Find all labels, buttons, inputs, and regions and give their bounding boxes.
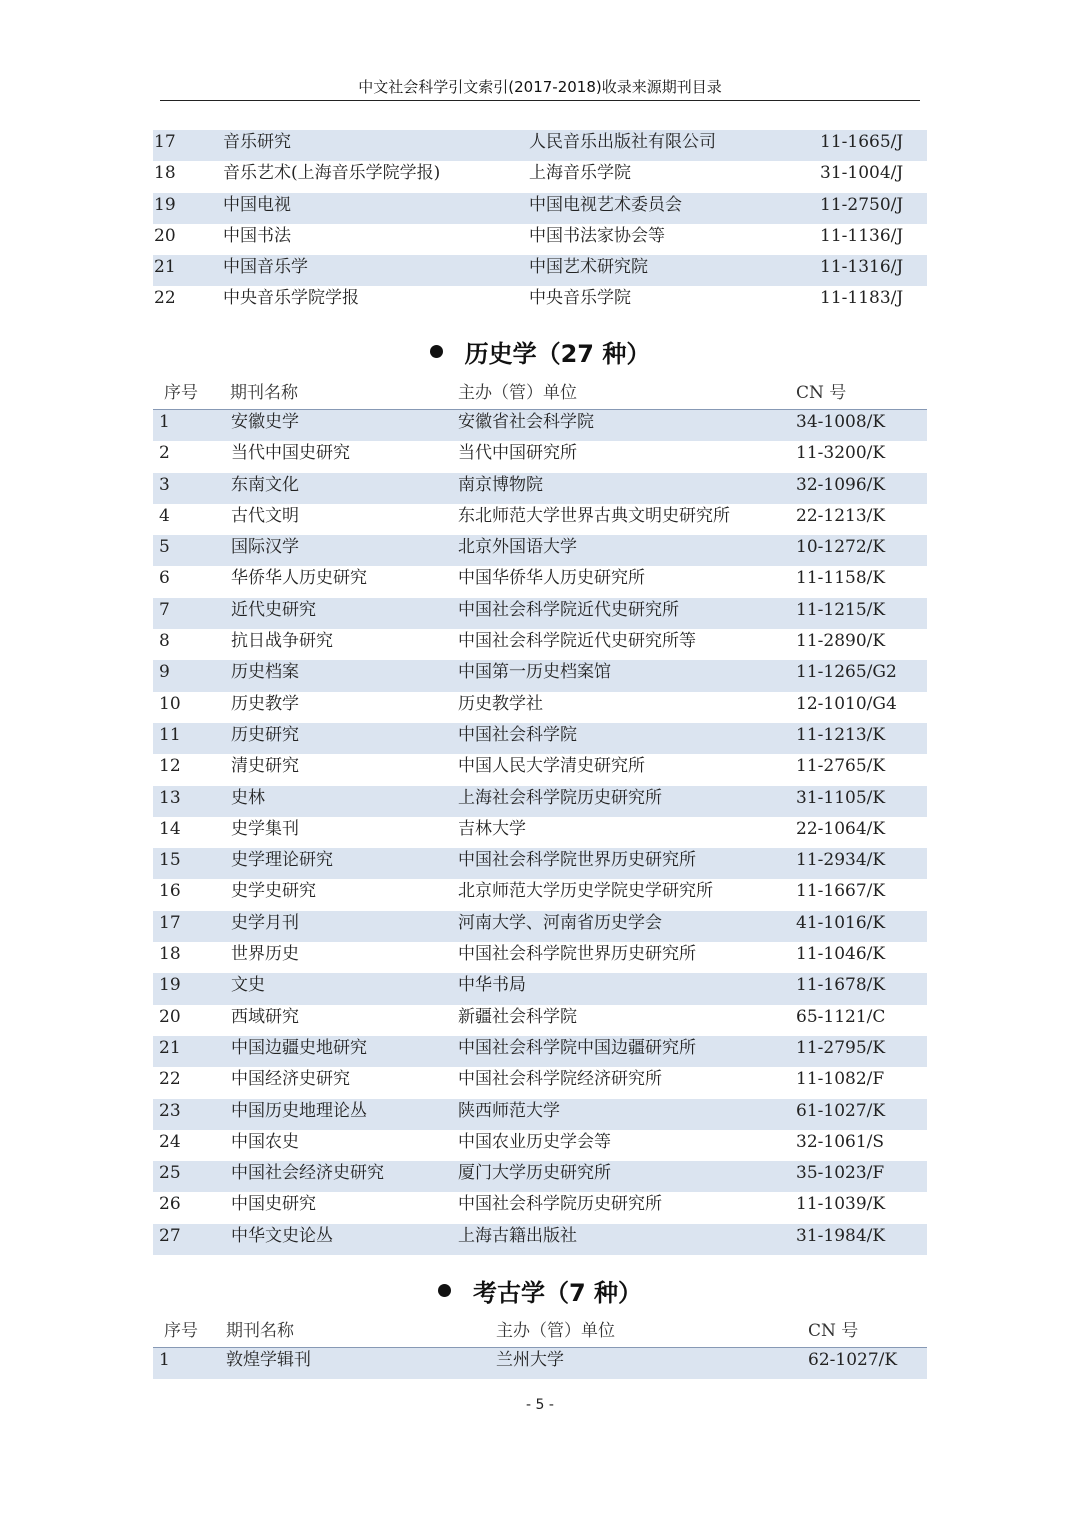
table-row — [153, 879, 927, 910]
cell-cn: 11-1136/J — [820, 225, 904, 246]
cell-cn: 11-2750/J — [820, 194, 904, 215]
cell-cn: 32-1061/S — [796, 1131, 885, 1152]
cell-sponsor: 中国社会科学院 — [458, 724, 577, 745]
history-section-label: 历史学（27 种） — [464, 340, 651, 368]
table-row — [153, 911, 927, 942]
cell-no: 16 — [159, 881, 181, 902]
cell-name: 中国音乐学 — [223, 257, 308, 278]
cell-name: 敦煌学辑刊 — [226, 1350, 311, 1370]
column-header-sponsor: 主办（管）单位 — [458, 383, 577, 403]
column-header-cn: CN 号 — [796, 383, 847, 403]
table-row — [153, 410, 927, 441]
archaeology-section-title — [153, 1273, 927, 1308]
cell-cn: 11-1316/J — [820, 257, 904, 278]
cell-no: 8 — [159, 631, 170, 652]
cell-no: 3 — [159, 474, 170, 495]
cell-no: 12 — [159, 756, 181, 777]
cell-sponsor: 河南大学、河南省历史学会 — [458, 912, 662, 933]
cell-no: 17 — [159, 912, 181, 933]
cell-no: 20 — [154, 225, 176, 246]
table-row — [153, 504, 927, 535]
cell-name: 音乐艺术(上海音乐学院学报) — [223, 163, 441, 184]
cell-no: 26 — [159, 1194, 181, 1215]
cell-name: 古代文明 — [231, 505, 299, 526]
cell-name: 历史档案 — [231, 662, 299, 683]
cell-name: 清史研究 — [231, 756, 299, 777]
table-row — [153, 1067, 927, 1098]
table-row — [153, 193, 927, 224]
archaeology-section-label: 考古学（7 种） — [472, 1279, 643, 1307]
page-header-title: 中文社会科学引文索引(2017-2018)收录来源期刊目录 — [358, 78, 722, 96]
cell-sponsor: 北京外国语大学 — [458, 537, 577, 558]
column-header-no: 序号 — [164, 1321, 198, 1341]
table-row — [153, 660, 927, 691]
cell-no: 6 — [159, 568, 170, 589]
cell-cn: 11-1667/K — [796, 881, 886, 902]
cell-cn: 11-2765/K — [796, 756, 886, 777]
cell-sponsor: 中国农业历史学会等 — [458, 1131, 611, 1152]
table-row — [153, 973, 927, 1004]
cell-sponsor: 中央音乐学院 — [529, 288, 631, 309]
cell-cn: 12-1010/G4 — [796, 693, 897, 714]
cell-sponsor: 中国社会科学院世界历史研究所 — [458, 944, 696, 965]
cell-cn: 11-1665/J — [820, 132, 904, 152]
cell-no: 2 — [159, 443, 170, 464]
cell-cn: 11-1265/G2 — [796, 662, 897, 683]
table-row — [153, 1348, 927, 1379]
column-header-no: 序号 — [164, 383, 198, 403]
cell-name: 中国边疆史地研究 — [231, 1037, 367, 1058]
cell-no: 19 — [154, 194, 176, 215]
cell-cn: 11-1678/K — [796, 975, 886, 996]
cell-name: 中国电视 — [223, 194, 291, 215]
cell-no: 7 — [159, 599, 170, 620]
table-row — [153, 566, 927, 597]
cell-name: 东南文化 — [231, 474, 299, 495]
column-header-sponsor: 主办（管）单位 — [496, 1321, 615, 1341]
cell-cn: 22-1213/K — [796, 505, 886, 526]
cell-sponsor: 厦门大学历史研究所 — [458, 1163, 611, 1184]
cell-sponsor: 历史教学社 — [458, 693, 543, 714]
cell-cn: 65-1121/C — [796, 1006, 886, 1027]
table-header-row — [153, 378, 927, 410]
cell-name: 世界历史 — [231, 944, 299, 965]
cell-no: 14 — [159, 818, 181, 839]
column-header-name: 期刊名称 — [226, 1321, 294, 1341]
cell-sponsor: 吉林大学 — [458, 818, 526, 839]
cell-name: 中国史研究 — [231, 1194, 316, 1215]
cell-no: 21 — [159, 1037, 181, 1058]
cell-sponsor: 中国电视艺术委员会 — [529, 194, 682, 215]
cell-sponsor: 中国社会科学院近代史研究所 — [458, 599, 679, 620]
cell-sponsor: 上海古籍出版社 — [458, 1225, 577, 1246]
cell-sponsor: 北京师范大学历史学院史学研究所 — [458, 881, 713, 902]
cell-no: 13 — [159, 787, 181, 808]
cell-cn: 11-1082/F — [796, 1069, 885, 1090]
table-row — [153, 817, 927, 848]
cell-name: 文史 — [231, 975, 265, 996]
cell-sponsor: 中国社会科学院中国边疆研究所 — [458, 1037, 696, 1058]
cell-name: 国际汉学 — [231, 537, 299, 558]
cell-no: 10 — [159, 693, 181, 714]
cell-no: 19 — [159, 975, 181, 996]
cell-sponsor: 东北师范大学世界古典文明史研究所 — [458, 505, 730, 526]
cell-sponsor: 安徽省社会科学院 — [458, 412, 594, 432]
table-row — [153, 255, 927, 286]
cell-no: 9 — [159, 662, 170, 683]
cell-no: 21 — [154, 257, 176, 278]
cell-no: 24 — [159, 1131, 181, 1152]
cell-cn: 11-1158/K — [796, 568, 886, 589]
table-row — [153, 754, 927, 785]
cell-name: 史学史研究 — [231, 881, 316, 902]
cell-sponsor: 中国社会科学院近代史研究所等 — [458, 631, 696, 652]
cell-cn: 32-1096/K — [796, 474, 886, 495]
cell-sponsor: 中国华侨华人历史研究所 — [458, 568, 645, 589]
cell-no: 4 — [159, 505, 170, 526]
cell-no: 17 — [154, 132, 176, 152]
cell-cn: 11-3200/K — [796, 443, 886, 464]
cell-name: 史学月刊 — [231, 912, 299, 933]
header-divider — [160, 100, 920, 101]
table-row — [153, 441, 927, 472]
cell-cn: 22-1064/K — [796, 818, 886, 839]
cell-name: 史学理论研究 — [231, 850, 333, 871]
cell-sponsor: 中国艺术研究院 — [529, 257, 648, 278]
cell-sponsor: 中国社会科学院经济研究所 — [458, 1069, 662, 1090]
column-header-cn: CN 号 — [808, 1321, 859, 1341]
table-row — [153, 1192, 927, 1223]
cell-name: 中华文史论丛 — [231, 1225, 333, 1246]
table-row — [153, 286, 927, 317]
cell-name: 历史教学 — [231, 693, 299, 714]
archaeology-journal-table — [153, 1316, 927, 1379]
cell-sponsor: 中国社会科学院世界历史研究所 — [458, 850, 696, 871]
table-row — [153, 786, 927, 817]
cell-cn: 11-2795/K — [796, 1037, 886, 1058]
cell-sponsor: 中国第一历史档案馆 — [458, 662, 611, 683]
table-row — [153, 130, 927, 161]
cell-name: 史学集刊 — [231, 818, 299, 839]
cell-cn: 11-1183/J — [820, 288, 904, 309]
cell-no: 11 — [159, 724, 181, 745]
table-row — [153, 1036, 927, 1067]
cell-no: 1 — [159, 1350, 170, 1370]
cell-name: 音乐研究 — [223, 132, 291, 152]
cell-sponsor: 兰州大学 — [496, 1350, 564, 1370]
cell-no: 18 — [159, 944, 181, 965]
cell-no: 27 — [159, 1225, 181, 1246]
cell-cn: 11-1215/K — [796, 599, 886, 620]
cell-name: 华侨华人历史研究 — [231, 568, 367, 589]
cell-name: 西域研究 — [231, 1006, 299, 1027]
cell-sponsor: 中国人民大学清史研究所 — [458, 756, 645, 777]
cell-cn: 34-1008/K — [796, 412, 886, 432]
cell-name: 中国书法 — [223, 225, 291, 246]
cell-name: 中国历史地理论丛 — [231, 1100, 367, 1121]
table-row — [153, 1130, 927, 1161]
history-section-title — [153, 334, 927, 369]
cell-sponsor: 中国社会科学院历史研究所 — [458, 1194, 662, 1215]
cell-no: 22 — [159, 1069, 181, 1090]
cell-no: 23 — [159, 1100, 181, 1121]
table-row — [153, 1099, 927, 1130]
cell-no: 18 — [154, 163, 176, 184]
page-number: - 5 - — [526, 1397, 554, 1413]
cell-cn: 31-1004/J — [820, 163, 904, 184]
table-row — [153, 1161, 927, 1192]
cell-cn: 31-1105/K — [796, 787, 886, 808]
table-row — [153, 848, 927, 879]
cell-cn: 62-1027/K — [808, 1350, 898, 1370]
column-header-name: 期刊名称 — [230, 383, 298, 403]
cell-sponsor: 中国书法家协会等 — [529, 225, 665, 246]
cell-cn: 41-1016/K — [796, 912, 886, 933]
cell-cn: 11-1046/K — [796, 944, 886, 965]
cell-name: 近代史研究 — [231, 599, 316, 620]
table-row — [153, 473, 927, 504]
table-header-row — [153, 1316, 927, 1348]
table-row — [153, 1005, 927, 1036]
table-row — [153, 535, 927, 566]
cell-name: 中央音乐学院学报 — [223, 288, 359, 309]
cell-cn: 11-1039/K — [796, 1194, 886, 1215]
cell-cn: 35-1023/F — [796, 1163, 885, 1184]
cell-name: 当代中国史研究 — [231, 443, 350, 464]
table-row — [153, 629, 927, 660]
table-row — [153, 598, 927, 629]
cell-sponsor: 中华书局 — [458, 975, 526, 996]
cell-cn: 61-1027/K — [796, 1100, 886, 1121]
cell-no: 22 — [154, 288, 176, 309]
cell-name: 中国经济史研究 — [231, 1069, 350, 1090]
cell-sponsor: 陕西师范大学 — [458, 1100, 560, 1121]
cell-name: 历史研究 — [231, 724, 299, 745]
table-row — [153, 161, 927, 192]
table-row — [153, 692, 927, 723]
cell-cn: 11-2934/K — [796, 850, 886, 871]
table-row — [153, 224, 927, 255]
cell-sponsor: 南京博物院 — [458, 474, 543, 495]
table-row — [153, 723, 927, 754]
cell-cn: 31-1984/K — [796, 1225, 886, 1246]
cell-sponsor: 人民音乐出版社有限公司 — [529, 132, 716, 152]
cell-cn: 11-1213/K — [796, 724, 886, 745]
history-journal-table — [153, 378, 927, 1255]
cell-no: 5 — [159, 537, 170, 558]
bullet-icon — [430, 345, 443, 358]
cell-sponsor: 新疆社会科学院 — [458, 1006, 577, 1027]
cell-sponsor: 当代中国研究所 — [458, 443, 577, 464]
cell-name: 史林 — [231, 787, 265, 808]
cell-sponsor: 上海社会科学院历史研究所 — [458, 787, 662, 808]
cell-no: 1 — [159, 412, 170, 432]
cell-cn: 11-2890/K — [796, 631, 886, 652]
cell-sponsor: 上海音乐学院 — [529, 163, 631, 184]
table-row — [153, 942, 927, 973]
bullet-icon — [438, 1284, 451, 1297]
cell-name: 中国社会经济史研究 — [231, 1163, 384, 1184]
continued-journal-table — [153, 130, 927, 318]
cell-no: 25 — [159, 1163, 181, 1184]
cell-no: 20 — [159, 1006, 181, 1027]
table-row — [153, 1224, 927, 1255]
cell-no: 15 — [159, 850, 181, 871]
cell-cn: 10-1272/K — [796, 537, 886, 558]
cell-name: 中国农史 — [231, 1131, 299, 1152]
cell-name: 抗日战争研究 — [231, 631, 333, 652]
cell-name: 安徽史学 — [231, 412, 299, 432]
